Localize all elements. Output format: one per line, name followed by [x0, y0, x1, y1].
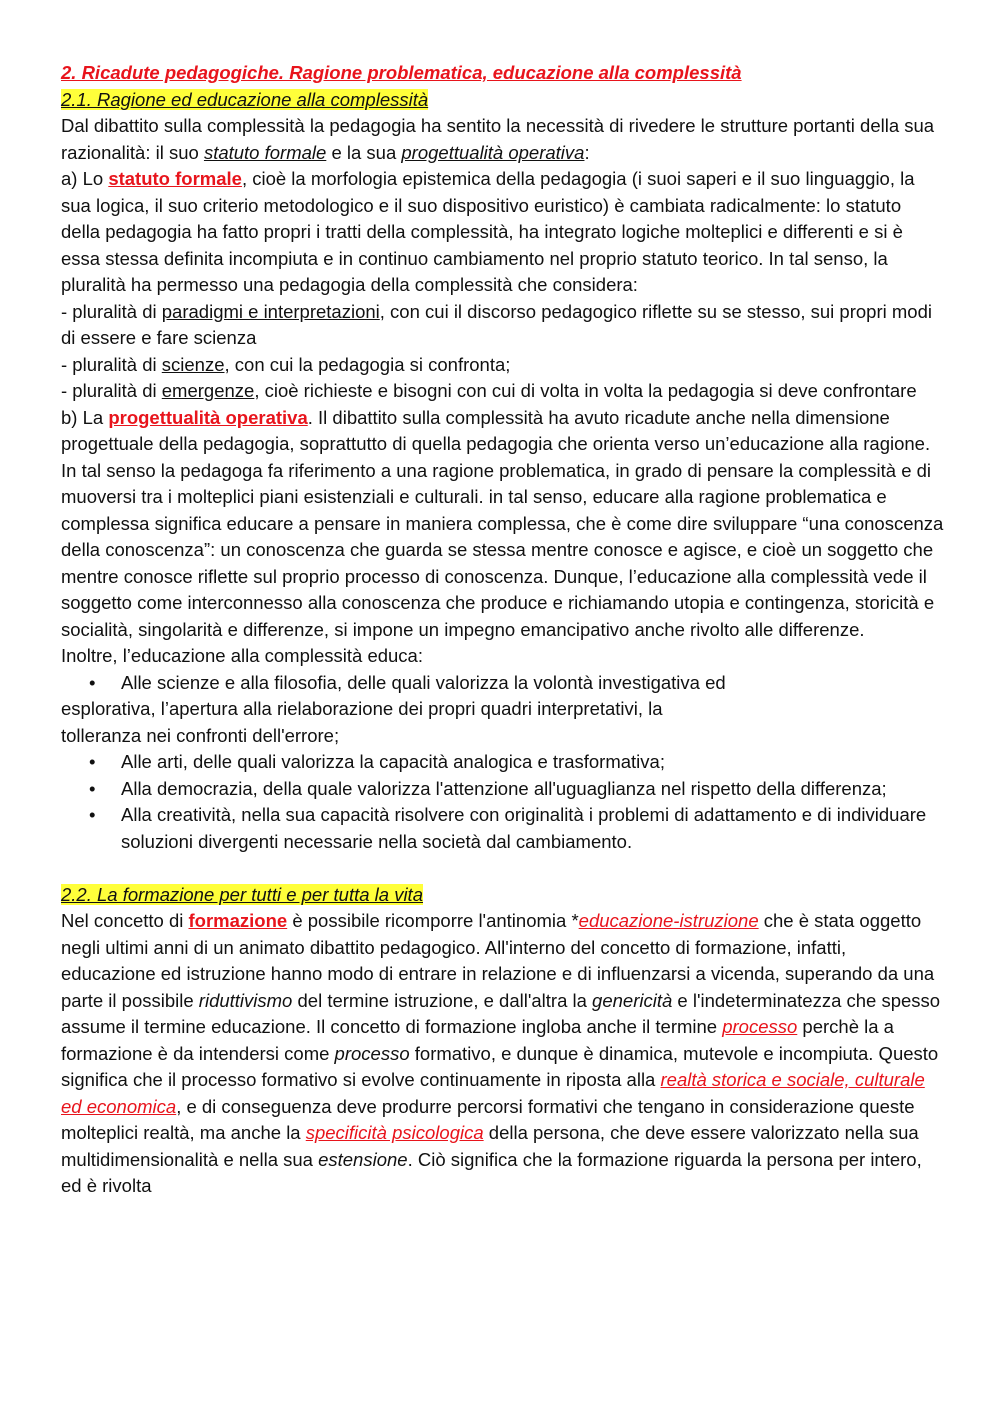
point-a-paragraph	[61, 166, 945, 299]
processo-italic-term: processo	[334, 1042, 410, 1064]
plurality-text: , con cui la pedagogia si confronta;	[224, 353, 511, 375]
body-text: Nel concetto di	[61, 910, 189, 931]
list-item	[61, 802, 945, 855]
list-item-continuation: esplorativa, l’apertura alla rielaborazione dei propri quadri interpretativi, la	[61, 698, 663, 719]
educa-list	[61, 749, 945, 855]
list-item-continuation: tolleranza nei confronti dell'errore;	[61, 724, 340, 746]
list-item-text: Alla creatività, nella sua capacità risolvere con originalità i problemi di adattamento e di individuare soluzioni divergenti necessarie nella società dal cambiamento.	[121, 804, 927, 852]
section-2-heading	[61, 60, 945, 87]
point-a-prefix: a) Lo	[61, 168, 109, 189]
plurality-text: , cioè richieste e bisogni con cui di volta in volta la pedagogia si deve confrontare	[254, 380, 917, 401]
specificita-psicologica-term: specificità psicologica	[305, 1122, 484, 1143]
bullet-icon: •	[89, 777, 96, 799]
progettualita-operativa-term: progettualità operativa	[401, 141, 585, 163]
body-text: e l'indeterminatezza che spesso assume il termine educazione. Il concetto di formazione ingloba anche il termine	[61, 989, 941, 1037]
formazione-keyword: formazione	[188, 910, 288, 931]
document-page	[61, 60, 945, 1200]
spacer	[61, 855, 945, 882]
bullet-icon: •	[89, 671, 96, 693]
point-b-paragraph	[61, 405, 945, 644]
section-2-1-title: 2.1. Ragione ed educazione alla complessità	[61, 88, 429, 110]
emergenze-term: emergenze	[161, 380, 255, 401]
plurality-line	[61, 352, 945, 379]
plurality-prefix: - pluralità di	[61, 380, 162, 401]
paradigmi-term: paradigmi e interpretazioni	[161, 300, 380, 322]
educazione-istruzione-term: educazione-istruzione	[578, 910, 759, 931]
scienze-term: scienze	[161, 353, 225, 375]
list-item-text: Alle arti, delle quali valorizza la capacità analogica e trasformativa;	[121, 751, 665, 772]
intro-text: :	[584, 141, 590, 163]
intro-text: e la sua	[326, 141, 402, 163]
plurality-text: , con cui il discorso pedagogico riflette su se stesso, sui propri modi di essere e fare scienza	[61, 300, 932, 348]
bullet-icon: •	[89, 751, 96, 772]
body-text: , e di conseguenza deve produrre percorsi formativi che tengano in considerazione queste molteplici realtà, ma anche la	[61, 1095, 915, 1143]
plurality-line	[61, 378, 945, 405]
intro-text: Dal dibattito sulla complessità la pedagogia ha sentito la necessità di rivedere le strutture portanti della sua razionalità: il suo	[61, 115, 935, 163]
list-item-text: Alla democrazia, della quale valorizza l'attenzione all'uguaglianza nel rispetto della differenza;	[121, 777, 887, 799]
plurality-prefix: - pluralità di	[61, 353, 162, 375]
list-item	[61, 749, 945, 776]
riduttivismo-term: riduttivismo	[198, 989, 293, 1011]
genericita-term: genericità	[592, 989, 673, 1011]
section-2-title: 2. Ricadute pedagogiche. Ragione problematica, educazione alla complessità	[61, 62, 742, 83]
section-2-1-heading	[61, 87, 945, 114]
list-item-text: Alle scienze e alla filosofia, delle quali valorizza la volontà investigativa ed	[121, 671, 726, 693]
realta-storica-term: realtà storica e sociale, culturale ed economica	[61, 1069, 925, 1117]
processo-term: processo	[722, 1016, 798, 1037]
body-text: perchè la a formazione è da intendersi come	[61, 1016, 894, 1064]
statuto-formale-keyword: statuto formale	[108, 168, 242, 189]
body-text: della persona, che deve essere valorizzato nella sua multidimensionalità e nella sua	[61, 1122, 919, 1170]
list-item	[61, 670, 945, 697]
formazione-paragraph	[61, 908, 945, 1200]
section-2-2-heading	[61, 882, 945, 909]
plurality-line	[61, 299, 945, 352]
list-item	[61, 776, 945, 803]
estensione-term: estensione	[318, 1148, 408, 1170]
point-b-text: . Il dibattito sulla complessità ha avuto ricadute anche nella dimensione progettuale della pedagogia, soprattutto di quella pedagogia che orienta verso un’educazione alla ragione. In tal senso la pedagoga fa riferimento a una ragione problematica, in grado di pensare la complessità e di muoversi tra i molteplici piani esistenziali e culturali. in tal senso, educare alla ragione problematica e complessa significa educare a pensare in maniera complessa, che è come dire sviluppare “una conoscenza della conoscenza”: un conoscenza che guarda se stessa mentre conosce e agisce, e cioè un soggetto che mentre conosce riflette sul proprio processo di conoscenza. Dunque, l’educazione alla complessità vede il soggetto come interconnesso alla conoscenza che produce e richiamando utopia e contingenza, storicità e socialità, singolarità e differenze, si impone un impegno emancipativo anche rivolto alle differenze.	[61, 406, 944, 640]
progettualita-operativa-keyword: progettualità operativa	[108, 406, 308, 428]
educa-list	[61, 670, 945, 697]
inoltre-line: Inoltre, l’educazione alla complessità educa:	[61, 645, 423, 666]
statuto-formale-term: statuto formale	[203, 141, 327, 163]
body-text: formativo, e dunque è dinamica, mutevole e incompiuta. Questo significa che il processo formativo si evolve continuamente in riposta alla	[61, 1042, 939, 1090]
point-b-prefix: b) La	[61, 406, 109, 428]
intro-paragraph	[61, 113, 945, 166]
body-text: del termine istruzione, e dall'altra la	[292, 989, 593, 1011]
body-text: . Ciò significa che la formazione riguarda la persona per intero, ed è rivolta	[61, 1148, 922, 1196]
body-text: che è stata oggetto negli ultimi anni di un animato dibattito pedagogico. All'interno del concetto di formazione, infatti, educazione ed istruzione hanno modo di entrare in relazione e di influenzarsi a vicenda, superando da una parte il possibile	[61, 910, 935, 1011]
body-text: è possibile ricomporre l'antinomia *	[287, 910, 579, 931]
plurality-prefix: - pluralità di	[61, 300, 162, 322]
section-2-2-title: 2.2. La formazione per tutti e per tutta la vita	[61, 883, 423, 905]
point-a-text: , cioè la morfologia epistemica della pedagogia (i suoi saperi e il suo linguaggio, la sua logica, il suo criterio metodologico e il suo dispositivo euristico) è cambiata radicalmente: lo statuto della pedagogia ha fatto propri i tratti della complessità, ha integrato logiche molteplici e differenti e si è essa stessa definita incompiuta e in continuo cambiamento nel proprio statuto teorico. In tal senso, la pluralità ha permesso una pedagogia della complessità che considera:	[61, 168, 915, 295]
bullet-icon: •	[89, 804, 96, 825]
